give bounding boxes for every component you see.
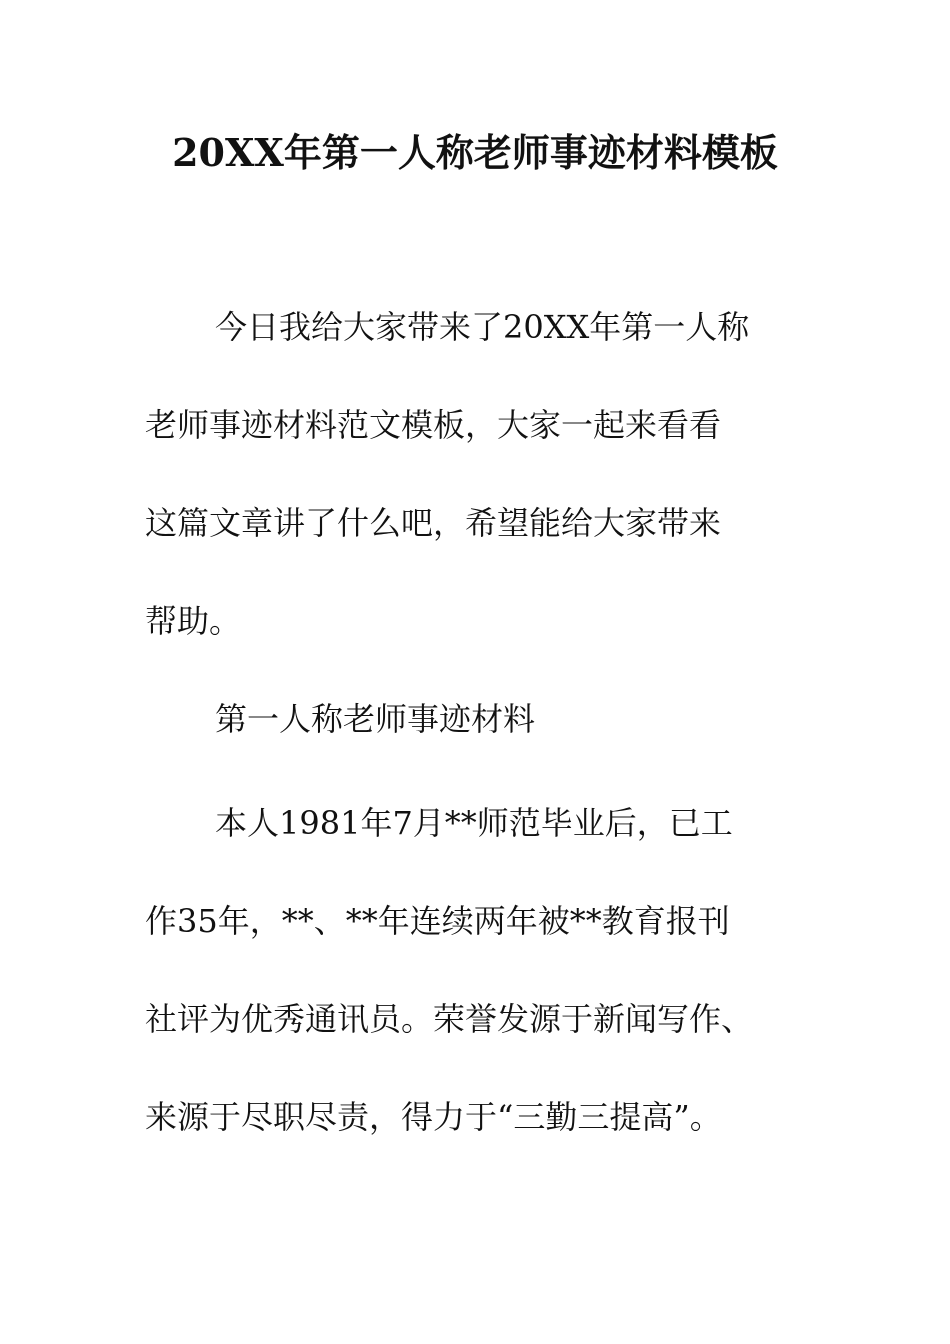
paragraph-line: 本人1981年7月**师范毕业后，已工 xyxy=(215,804,733,842)
section-heading: 第一人称老师事迹材料 xyxy=(215,700,536,738)
paragraph-line: 来源于尽职尽责，得力于“三勤三提高”。 xyxy=(145,1098,722,1136)
paragraph-line: 这篇文章讲了什么吧，希望能给大家带来 xyxy=(145,504,722,542)
document-title: 20XX年第一人称老师事迹材料模板 xyxy=(172,130,778,175)
paragraph-line: 老师事迹材料范文模板，大家一起来看看 xyxy=(145,406,722,444)
paragraph-line: 今日我给大家带来了20XX年第一人称 xyxy=(215,308,750,346)
paragraph-line: 帮助。 xyxy=(145,602,242,640)
paragraph-line: 社评为优秀通讯员。荣誉发源于新闻写作、 xyxy=(145,1000,754,1038)
paragraph-line: 作35年，**、**年连续两年被**教育报刊 xyxy=(145,902,730,940)
